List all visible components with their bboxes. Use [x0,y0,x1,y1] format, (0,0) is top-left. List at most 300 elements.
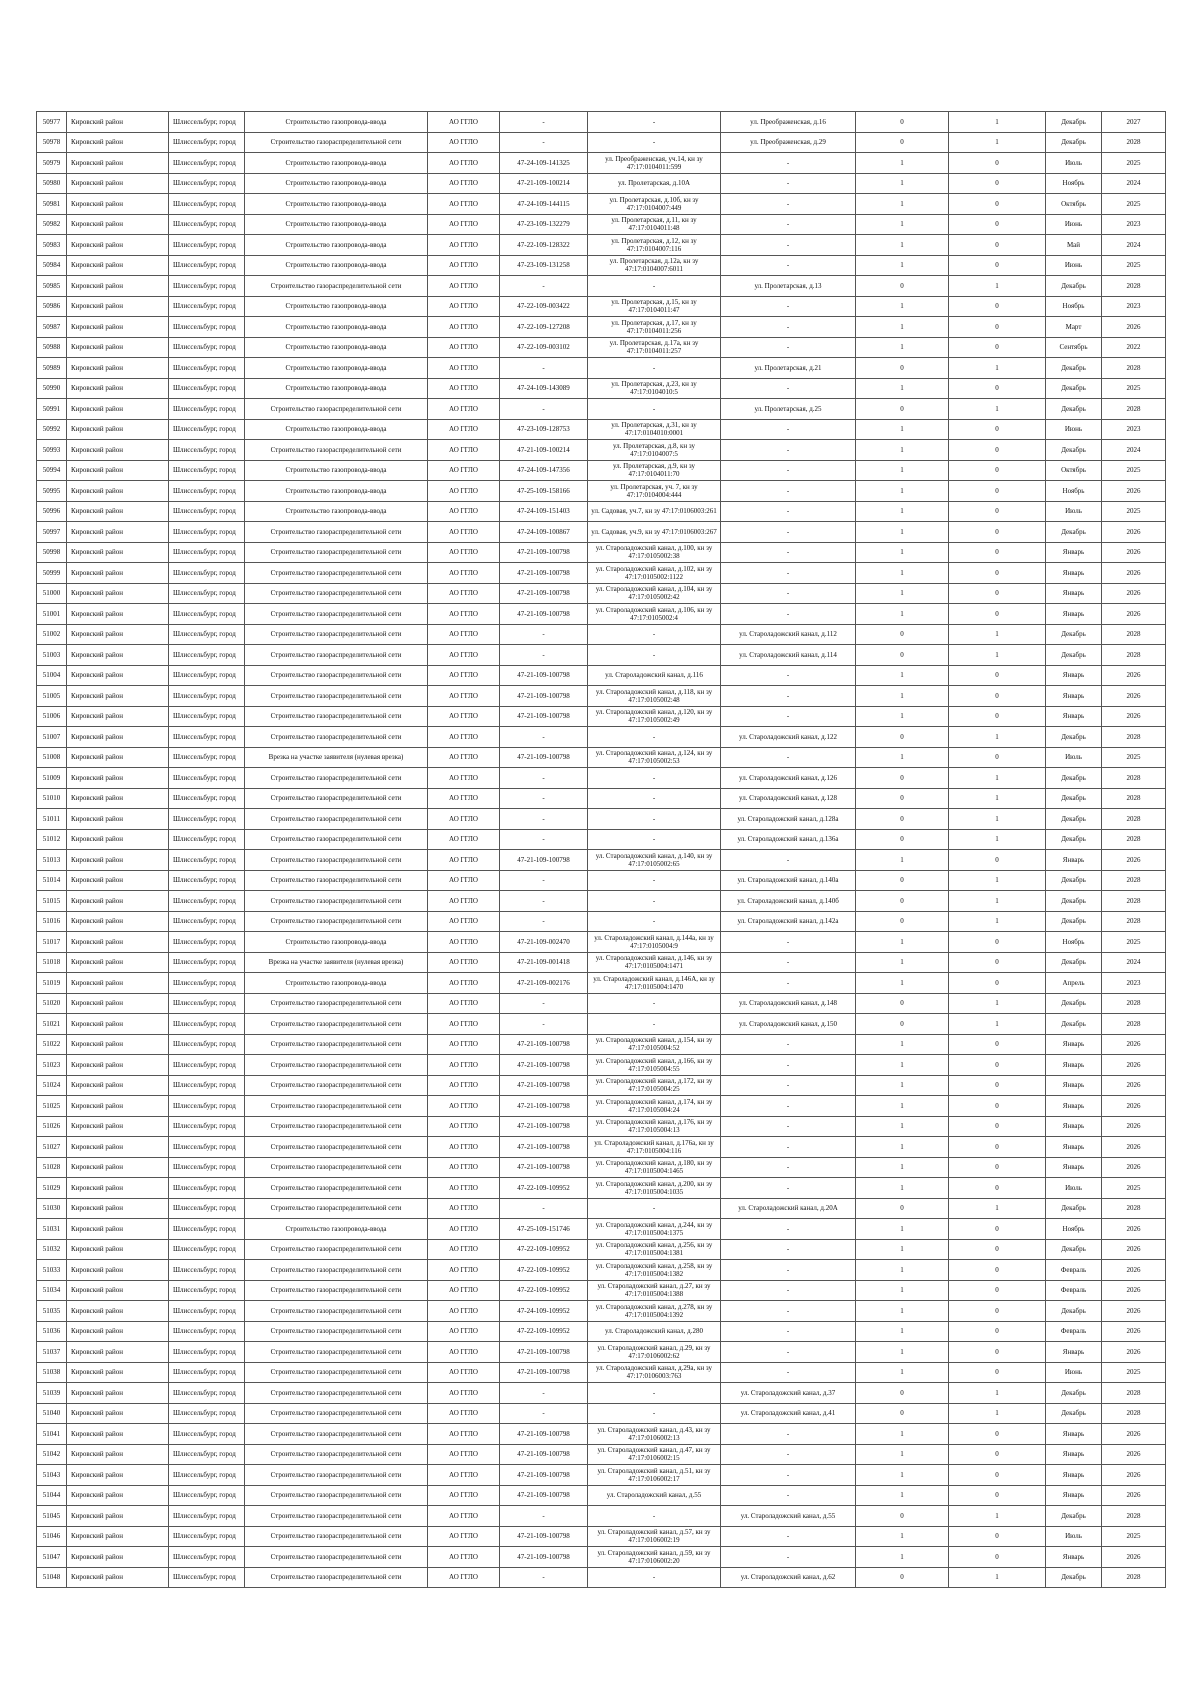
cell-year: 2026 [1102,1157,1166,1178]
table-row [37,604,1166,625]
cell-address-applicant: ул. Староладожский канал, д.176, кн зу 47:17:0105004:13 [588,1116,721,1137]
cell-district: Кировский район [67,255,169,276]
cell-address-applicant: ул. Староладожский канал, д.256, кн зу 47:17:0105004:1381 [588,1239,721,1260]
cell-year: 2026 [1102,1239,1166,1260]
cell-district: Кировский район [67,1239,169,1260]
cell-address-planned: - [721,1096,856,1117]
cell-address-planned: ул. Староладожский канал, д.136а [721,829,856,850]
table-row [37,1526,1166,1547]
table-row [37,542,1166,563]
cell-settlement: Шлиссельбург, город [169,1096,245,1117]
cell-application-number: 47-21-109-100798 [500,1116,588,1137]
cell-row-number: 51013 [37,850,67,871]
table-row [37,1547,1166,1568]
cell-count-planned: 1 [949,276,1046,297]
cell-organization: АО ГГЛО [428,1301,500,1322]
cell-application-number: 47-21-109-100798 [500,604,588,625]
cell-row-number: 51038 [37,1362,67,1383]
table-body [37,112,1166,1588]
cell-district: Кировский район [67,235,169,256]
cell-count-planned: 0 [949,460,1046,481]
cell-address-applicant: ул. Пролетарская, д.17а, кн зу 47:17:0104011:257 [588,337,721,358]
cell-organization: АО ГГЛО [428,563,500,584]
cell-row-number: 50989 [37,358,67,379]
cell-year: 2028 [1102,132,1166,153]
cell-work-type: Строительство газораспределительной сети [245,645,428,666]
cell-count-planned: 1 [949,1198,1046,1219]
cell-count-planned: 1 [949,993,1046,1014]
cell-count-applicant: 0 [856,1567,949,1588]
cell-address-applicant: ул. Староладожский канал, д.43, кн зу 47:17:0106002:13 [588,1424,721,1445]
cell-application-number: 47-21-109-100798 [500,1034,588,1055]
cell-row-number: 51032 [37,1239,67,1260]
cell-row-number: 51027 [37,1137,67,1158]
cell-address-applicant: - [588,276,721,297]
cell-settlement: Шлиссельбург, город [169,1198,245,1219]
cell-year: 2028 [1102,1383,1166,1404]
cell-organization: АО ГГЛО [428,1362,500,1383]
cell-settlement: Шлиссельбург, город [169,378,245,399]
cell-address-applicant: ул. Староладожский канал, д.176а, кн зу 47:17:0105004:116 [588,1137,721,1158]
cell-application-number: 47-22-109-128322 [500,235,588,256]
cell-work-type: Строительство газораспределительной сети [245,1075,428,1096]
cell-count-applicant: 1 [856,604,949,625]
cell-organization: АО ГГЛО [428,481,500,502]
cell-count-applicant: 1 [856,665,949,686]
cell-work-type: Строительство газораспределительной сети [245,563,428,584]
cell-count-planned: 0 [949,932,1046,953]
cell-address-applicant: ул. Садовая, уч.9, кн зу 47:17:0106003:267 [588,522,721,543]
cell-year: 2028 [1102,788,1166,809]
cell-settlement: Шлиссельбург, город [169,1485,245,1506]
cell-district: Кировский район [67,870,169,891]
cell-application-number: - [500,1506,588,1527]
cell-district: Кировский район [67,932,169,953]
cell-year: 2026 [1102,481,1166,502]
cell-count-applicant: 1 [856,1116,949,1137]
cell-count-applicant: 1 [856,1137,949,1158]
cell-row-number: 50988 [37,337,67,358]
cell-work-type: Строительство газораспределительной сети [245,1260,428,1281]
cell-month: Декабрь [1046,788,1102,809]
cell-organization: АО ГГЛО [428,1055,500,1076]
cell-organization: АО ГГЛО [428,850,500,871]
table-row [37,850,1166,871]
cell-address-planned: - [721,604,856,625]
cell-row-number: 50985 [37,276,67,297]
cell-count-planned: 1 [949,768,1046,789]
cell-application-number: - [500,891,588,912]
cell-application-number: 47-25-109-151746 [500,1219,588,1240]
cell-district: Кировский район [67,399,169,420]
cell-address-planned: - [721,1444,856,1465]
cell-month: Январь [1046,1034,1102,1055]
cell-address-planned: ул. Староладожский канал, д.142а [721,911,856,932]
cell-application-number: 47-21-109-100798 [500,706,588,727]
cell-month: Февраль [1046,1321,1102,1342]
cell-address-applicant: - [588,829,721,850]
cell-year: 2026 [1102,604,1166,625]
cell-settlement: Шлиссельбург, город [169,563,245,584]
cell-work-type: Строительство газораспределительной сети [245,1465,428,1486]
cell-count-applicant: 1 [856,542,949,563]
cell-count-planned: 0 [949,337,1046,358]
cell-district: Кировский район [67,563,169,584]
cell-count-applicant: 0 [856,1014,949,1035]
cell-settlement: Шлиссельбург, город [169,1526,245,1547]
cell-year: 2026 [1102,583,1166,604]
table-row [37,1239,1166,1260]
cell-district: Кировский район [67,1362,169,1383]
cell-organization: АО ГГЛО [428,296,500,317]
cell-address-applicant: ул. Староладожский канал, д.146А, кн зу 47:17:0105004:1470 [588,973,721,994]
cell-district: Кировский район [67,1424,169,1445]
cell-application-number: 47-24-109-144115 [500,194,588,215]
cell-year: 2028 [1102,809,1166,830]
cell-work-type: Строительство газораспределительной сети [245,1055,428,1076]
cell-address-planned: - [721,706,856,727]
cell-application-number: 47-21-109-002470 [500,932,588,953]
cell-year: 2026 [1102,706,1166,727]
cell-address-planned: - [721,850,856,871]
cell-month: Декабрь [1046,809,1102,830]
cell-district: Кировский район [67,481,169,502]
cell-organization: АО ГГЛО [428,419,500,440]
cell-district: Кировский район [67,173,169,194]
cell-address-applicant: - [588,1014,721,1035]
cell-count-applicant: 0 [856,624,949,645]
cell-work-type: Строительство газораспределительной сети [245,993,428,1014]
cell-application-number: - [500,768,588,789]
cell-count-applicant: 0 [856,1403,949,1424]
cell-address-planned: - [721,481,856,502]
cell-work-type: Строительство газораспределительной сети [245,1137,428,1158]
cell-organization: АО ГГЛО [428,1178,500,1199]
cell-count-planned: 0 [949,1444,1046,1465]
cell-address-applicant: ул. Пролетарская, д.31, кн зу 47:17:0104010:0001 [588,419,721,440]
gasification-table [36,111,1166,1588]
table-row [37,358,1166,379]
cell-month: Декабрь [1046,829,1102,850]
cell-work-type: Строительство газораспределительной сети [245,1547,428,1568]
cell-district: Кировский район [67,809,169,830]
cell-district: Кировский район [67,214,169,235]
cell-settlement: Шлиссельбург, город [169,276,245,297]
cell-address-applicant: - [588,1198,721,1219]
cell-year: 2024 [1102,440,1166,461]
cell-count-planned: 0 [949,522,1046,543]
cell-address-planned: ул. Староладожский канал, д.128 [721,788,856,809]
cell-application-number: 47-24-109-143089 [500,378,588,399]
cell-address-planned: - [721,932,856,953]
cell-row-number: 51043 [37,1465,67,1486]
cell-address-planned: - [721,214,856,235]
cell-year: 2025 [1102,1362,1166,1383]
cell-year: 2028 [1102,624,1166,645]
cell-year: 2027 [1102,112,1166,133]
cell-row-number: 50986 [37,296,67,317]
cell-year: 2026 [1102,522,1166,543]
cell-settlement: Шлиссельбург, город [169,1178,245,1199]
cell-address-planned: - [721,1280,856,1301]
cell-address-applicant: ул. Садовая, уч.7, кн зу 47:17:0106003:261 [588,501,721,522]
cell-organization: АО ГГЛО [428,214,500,235]
cell-address-applicant: - [588,911,721,932]
cell-organization: АО ГГЛО [428,235,500,256]
cell-district: Кировский район [67,1383,169,1404]
cell-address-planned: ул. Староладожский канал, д.126 [721,768,856,789]
cell-year: 2026 [1102,317,1166,338]
cell-address-planned: ул. Староладожский канал, д.122 [721,727,856,748]
cell-work-type: Строительство газопровода-ввода [245,214,428,235]
cell-organization: АО ГГЛО [428,1198,500,1219]
cell-month: Апрель [1046,973,1102,994]
cell-count-applicant: 1 [856,1239,949,1260]
cell-organization: АО ГГЛО [428,1485,500,1506]
cell-work-type: Строительство газопровода-ввода [245,358,428,379]
cell-month: Май [1046,235,1102,256]
cell-address-applicant: ул. Староладожский канал, д.244, кн зу 47:17:0105004:1375 [588,1219,721,1240]
cell-settlement: Шлиссельбург, город [169,1034,245,1055]
cell-settlement: Шлиссельбург, город [169,583,245,604]
cell-count-planned: 0 [949,1526,1046,1547]
cell-count-applicant: 0 [856,788,949,809]
cell-application-number: - [500,870,588,891]
table-row [37,317,1166,338]
table-row [37,973,1166,994]
cell-settlement: Шлиссельбург, город [169,1567,245,1588]
cell-organization: АО ГГЛО [428,1157,500,1178]
cell-count-planned: 0 [949,973,1046,994]
cell-count-applicant: 1 [856,1157,949,1178]
cell-row-number: 50991 [37,399,67,420]
cell-district: Кировский район [67,542,169,563]
cell-row-number: 51023 [37,1055,67,1076]
cell-address-applicant: ул. Староладожский канал, д.180, кн зу 47:17:0105004:1465 [588,1157,721,1178]
table-row [37,399,1166,420]
cell-organization: АО ГГЛО [428,1444,500,1465]
cell-row-number: 50982 [37,214,67,235]
cell-organization: АО ГГЛО [428,870,500,891]
table-row [37,747,1166,768]
cell-organization: АО ГГЛО [428,1096,500,1117]
cell-work-type: Строительство газопровода-ввода [245,1219,428,1240]
cell-row-number: 51033 [37,1260,67,1281]
cell-count-applicant: 0 [856,911,949,932]
table-row [37,1506,1166,1527]
cell-organization: АО ГГЛО [428,604,500,625]
cell-year: 2026 [1102,1280,1166,1301]
cell-count-planned: 1 [949,870,1046,891]
cell-settlement: Шлиссельбург, город [169,1137,245,1158]
cell-settlement: Шлиссельбург, город [169,1444,245,1465]
cell-count-planned: 0 [949,706,1046,727]
cell-year: 2026 [1102,686,1166,707]
cell-row-number: 51020 [37,993,67,1014]
cell-count-planned: 0 [949,1301,1046,1322]
cell-application-number: 47-22-109-109952 [500,1260,588,1281]
table-row [37,1280,1166,1301]
cell-count-applicant: 1 [856,522,949,543]
cell-count-applicant: 1 [856,1321,949,1342]
cell-month: Сентябрь [1046,337,1102,358]
cell-address-planned: - [721,1157,856,1178]
cell-settlement: Шлиссельбург, город [169,891,245,912]
cell-organization: АО ГГЛО [428,1260,500,1281]
cell-address-applicant: - [588,1567,721,1588]
cell-count-planned: 0 [949,214,1046,235]
cell-count-applicant: 0 [856,1383,949,1404]
cell-address-planned: - [721,1034,856,1055]
table-row [37,1362,1166,1383]
cell-count-planned: 0 [949,1362,1046,1383]
cell-address-applicant: ул. Пролетарская, уч. 7, кн зу 47:17:0104004:444 [588,481,721,502]
cell-count-planned: 1 [949,399,1046,420]
cell-count-applicant: 1 [856,214,949,235]
cell-work-type: Строительство газораспределительной сети [245,1280,428,1301]
cell-work-type: Строительство газораспределительной сети [245,1444,428,1465]
cell-district: Кировский район [67,973,169,994]
cell-count-applicant: 0 [856,132,949,153]
cell-count-planned: 0 [949,440,1046,461]
cell-count-applicant: 1 [856,173,949,194]
cell-settlement: Шлиссельбург, город [169,768,245,789]
cell-month: Декабрь [1046,645,1102,666]
cell-district: Кировский район [67,1075,169,1096]
cell-count-applicant: 1 [856,296,949,317]
cell-work-type: Строительство газораспределительной сети [245,1239,428,1260]
cell-month: Январь [1046,706,1102,727]
cell-application-number: - [500,399,588,420]
cell-application-number: - [500,911,588,932]
cell-address-planned: ул. Пролетарская, д.21 [721,358,856,379]
cell-row-number: 51048 [37,1567,67,1588]
cell-district: Кировский район [67,891,169,912]
cell-month: Декабрь [1046,440,1102,461]
cell-work-type: Строительство газораспределительной сети [245,788,428,809]
cell-count-planned: 1 [949,358,1046,379]
cell-year: 2025 [1102,501,1166,522]
cell-application-number: 47-21-109-100798 [500,1526,588,1547]
cell-year: 2025 [1102,255,1166,276]
cell-month: Февраль [1046,1260,1102,1281]
table-row [37,214,1166,235]
table-row [37,1137,1166,1158]
cell-application-number: 47-21-109-100798 [500,686,588,707]
cell-address-planned: - [721,1075,856,1096]
cell-count-applicant: 0 [856,276,949,297]
cell-address-planned: - [721,1485,856,1506]
table-row [37,829,1166,850]
cell-row-number: 50996 [37,501,67,522]
cell-row-number: 51034 [37,1280,67,1301]
cell-count-planned: 1 [949,624,1046,645]
cell-count-planned: 1 [949,645,1046,666]
cell-work-type: Строительство газопровода-ввода [245,932,428,953]
cell-address-applicant: ул. Староладожский канал, д.154, кн зу 47:17:0105004:52 [588,1034,721,1055]
cell-month: Январь [1046,1137,1102,1158]
cell-application-number: - [500,1383,588,1404]
cell-year: 2023 [1102,296,1166,317]
cell-organization: АО ГГЛО [428,112,500,133]
cell-district: Кировский район [67,317,169,338]
cell-application-number: 47-22-109-109952 [500,1178,588,1199]
cell-address-applicant: ул. Староладожский канал, д.59, кн зу 47:17:0106002:20 [588,1547,721,1568]
cell-count-planned: 0 [949,317,1046,338]
cell-month: Январь [1046,1444,1102,1465]
cell-year: 2024 [1102,173,1166,194]
cell-application-number: 47-21-109-100214 [500,440,588,461]
cell-month: Июль [1046,1178,1102,1199]
cell-application-number: - [500,993,588,1014]
cell-address-applicant: ул. Пролетарская, д.17, кн зу 47:17:0104011:256 [588,317,721,338]
cell-year: 2026 [1102,1424,1166,1445]
cell-settlement: Шлиссельбург, город [169,911,245,932]
cell-settlement: Шлиссельбург, город [169,1321,245,1342]
cell-month: Декабрь [1046,891,1102,912]
table-row [37,686,1166,707]
table-row [37,911,1166,932]
cell-organization: АО ГГЛО [428,440,500,461]
cell-row-number: 51008 [37,747,67,768]
cell-organization: АО ГГЛО [428,1219,500,1240]
cell-work-type: Строительство газопровода-ввода [245,235,428,256]
cell-district: Кировский район [67,132,169,153]
cell-count-applicant: 0 [856,809,949,830]
cell-count-planned: 1 [949,891,1046,912]
cell-count-planned: 0 [949,747,1046,768]
cell-settlement: Шлиссельбург, город [169,399,245,420]
cell-month: Декабрь [1046,1383,1102,1404]
cell-application-number: - [500,624,588,645]
table-row [37,1178,1166,1199]
cell-address-applicant: - [588,768,721,789]
cell-row-number: 50980 [37,173,67,194]
cell-address-planned: - [721,1465,856,1486]
cell-work-type: Строительство газораспределительной сети [245,1383,428,1404]
cell-row-number: 50990 [37,378,67,399]
cell-settlement: Шлиссельбург, город [169,440,245,461]
cell-application-number: 47-21-109-100798 [500,1157,588,1178]
cell-settlement: Шлиссельбург, город [169,1362,245,1383]
cell-work-type: Строительство газопровода-ввода [245,378,428,399]
cell-work-type: Строительство газораспределительной сети [245,542,428,563]
cell-work-type: Строительство газораспределительной сети [245,1198,428,1219]
table-row [37,194,1166,215]
cell-address-applicant: - [588,993,721,1014]
table-row [37,1342,1166,1363]
cell-organization: АО ГГЛО [428,1506,500,1527]
cell-organization: АО ГГЛО [428,1342,500,1363]
cell-year: 2026 [1102,850,1166,871]
cell-work-type: Строительство газораспределительной сети [245,1506,428,1527]
cell-settlement: Шлиссельбург, город [169,194,245,215]
cell-organization: АО ГГЛО [428,583,500,604]
cell-row-number: 51025 [37,1096,67,1117]
cell-count-planned: 0 [949,1116,1046,1137]
cell-settlement: Шлиссельбург, город [169,358,245,379]
cell-settlement: Шлиссельбург, город [169,706,245,727]
table-row [37,1321,1166,1342]
cell-year: 2026 [1102,1116,1166,1137]
cell-row-number: 51014 [37,870,67,891]
cell-row-number: 51000 [37,583,67,604]
cell-district: Кировский район [67,604,169,625]
cell-count-planned: 0 [949,604,1046,625]
cell-district: Кировский район [67,1526,169,1547]
cell-district: Кировский район [67,276,169,297]
cell-month: Декабрь [1046,870,1102,891]
